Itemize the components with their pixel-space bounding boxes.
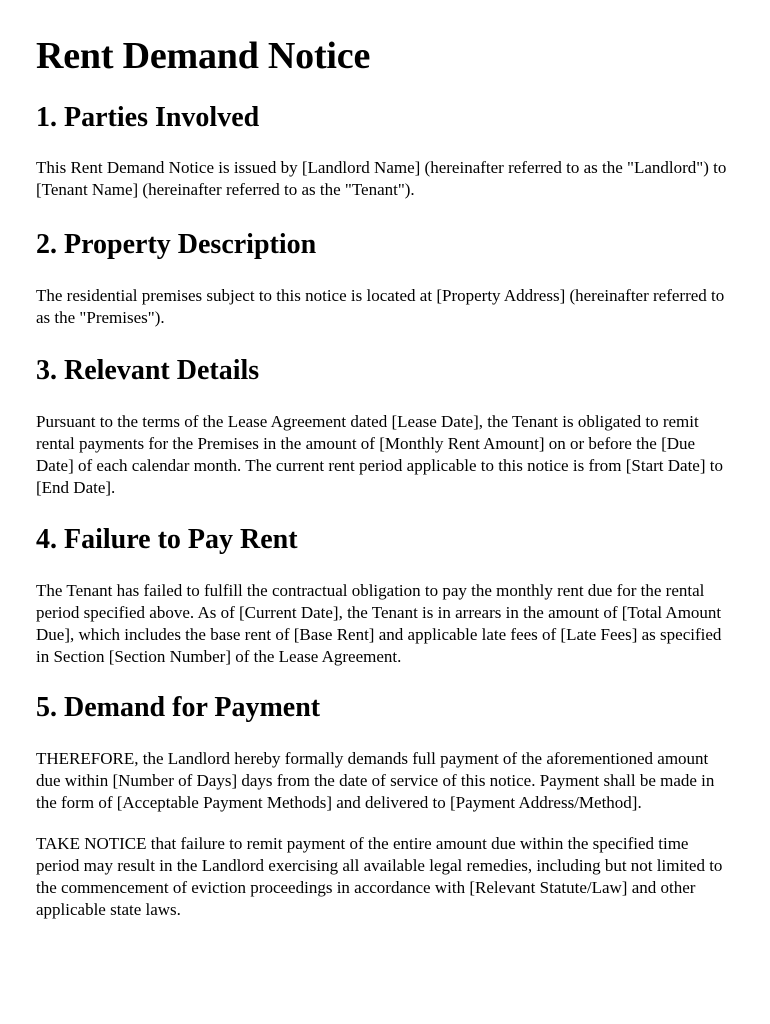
document-title: Rent Demand Notice bbox=[36, 35, 371, 77]
section-paragraph-notice: TAKE NOTICE that failure to remit payment of the entire amount due within the specified time period may result in the Landlord exercising all available legal remedies, including but not limited to the commencement of eviction proceedings in accordance with [Relevant Statute/Law] and other applicable state laws. bbox=[36, 834, 723, 919]
section-paragraph-details: Pursuant to the terms of the Lease Agreement dated [Lease Date], the Tenant is obligated to remit rental payments for the Premises in the amount of [Monthly Rent Amount] on or before the [Due Date] of each calendar month. The current rent period applicable to this notice is from [Start Date] to [End Date]. bbox=[36, 412, 723, 497]
section-paragraph-failure: The Tenant has failed to fulfill the contractual obligation to pay the monthly rent due for the rental period specified above. As of [Current Date], the Tenant is in arrears in the amount of [Total Amount Due], which includes the base rent of [Base Rent] and applicable late fees of [Late Fees] as specified in Section [Section Number] of the Lease Agreement. bbox=[36, 581, 722, 666]
section-heading-details: 3. Relevant Details bbox=[36, 355, 260, 386]
section-heading-demand: 5. Demand for Payment bbox=[36, 692, 321, 723]
section-heading-parties: 1. Parties Involved bbox=[36, 102, 260, 133]
section-paragraph-property: The residential premises subject to this notice is located at [Property Address] (hereinafter referred to as the "Premises"). bbox=[36, 286, 725, 327]
section-heading-property: 2. Property Description bbox=[36, 229, 317, 260]
section-paragraph-demand: THEREFORE, the Landlord hereby formally demands full payment of the aforementioned amount due within [Number of Days] days from the date of service of this notice. Payment shall be made in the form of [Acceptable Payment Methods] and delivered to [Payment Address/Method]. bbox=[36, 749, 715, 812]
section-heading-failure: 4. Failure to Pay Rent bbox=[36, 524, 298, 555]
section-paragraph-parties: This Rent Demand Notice is issued by [Landlord Name] (hereinafter referred to as the "Landlord") to [Tenant Name] (hereinafter referred to as the "Tenant"). bbox=[36, 158, 727, 199]
